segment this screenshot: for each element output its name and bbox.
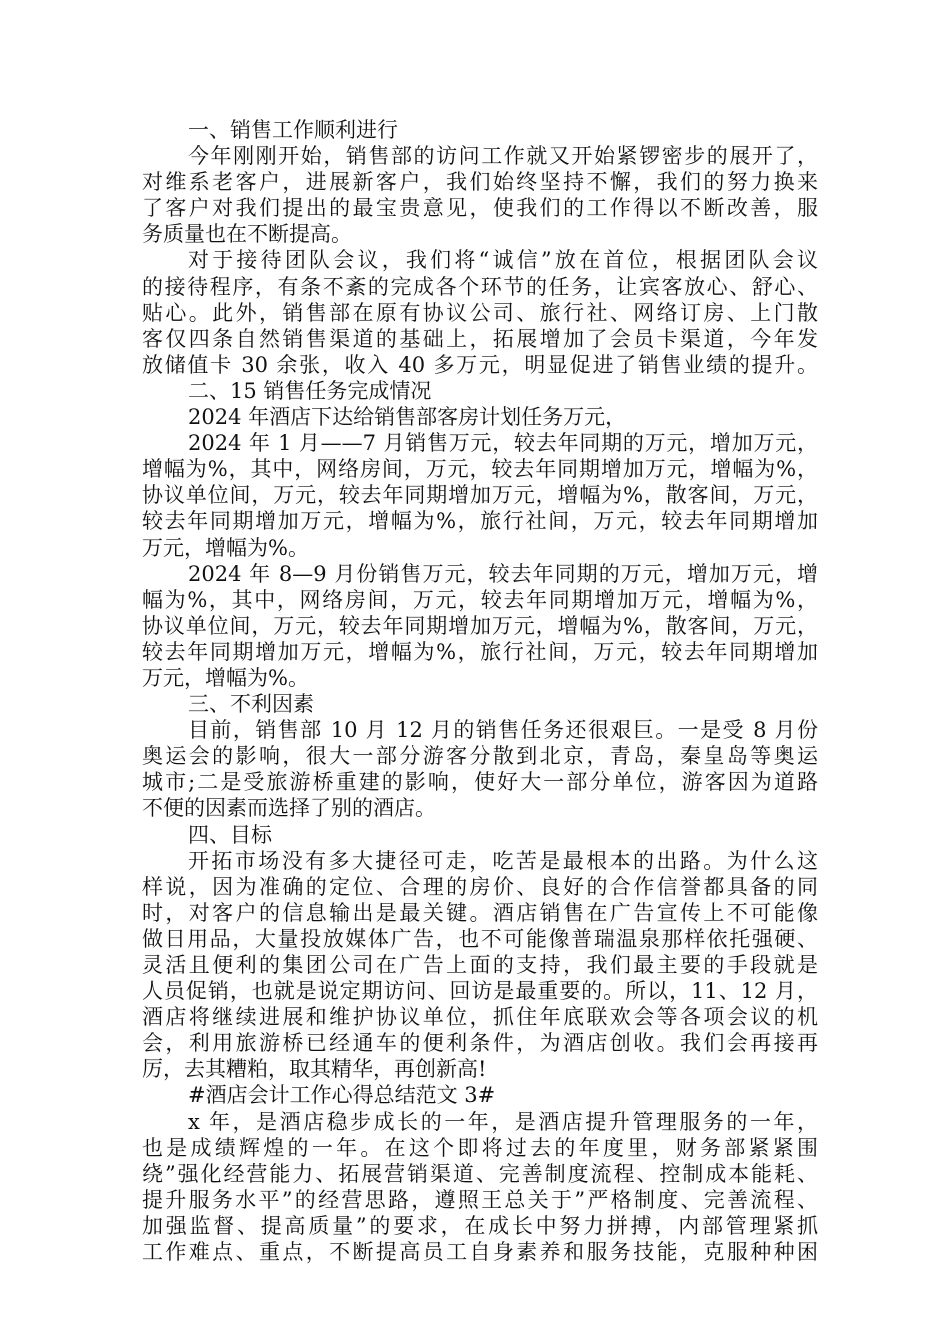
- text-line: 四、目标: [188, 822, 272, 847]
- text-line: 对于接待团队会议，我们将“诚信”放在首位，根据团队会议: [188, 248, 818, 273]
- text-line: 时，对客户的信息输出是最关键。酒店销售在广告宣传上不可能像: [142, 900, 818, 925]
- text-line: 人员促销，也就是说定期访问、回访是最重要的。所以，11、12 月，: [142, 979, 818, 1004]
- text-line: 客仅四条自然销售渠道的基础上，拓展增加了会员卡渠道，今年发: [142, 326, 818, 351]
- text-line: 会，利用旅游桥已经通车的便利条件，为酒店创收。我们会再接再: [142, 1031, 818, 1056]
- text-line: 样说，因为准确的定位、合理的房价、良好的合作信誉都具备的同: [142, 874, 818, 899]
- text-line: 务质量也在不断提高。: [142, 222, 352, 247]
- text-line: 对维系老客户，进展新客户，我们始终坚持不懈，我们的努力换来: [142, 170, 818, 195]
- text-line: 也是成绩辉煌的一年。在这个即将过去的年度里，财务部紧紧围: [142, 1135, 818, 1160]
- text-line: 工作难点、重点，不断提高员工自身素养和服务技能，克服种种困: [142, 1240, 818, 1265]
- text-line: 放储值卡 30 余张，收入 40 多万元，明显促进了销售业绩的提升。: [142, 352, 818, 377]
- text-line: 开拓市场没有多大捷径可走，吃苦是最根本的出路。为什么这: [188, 848, 818, 873]
- text-line: 万元，增幅为%。: [142, 665, 309, 690]
- text-line: 城市;二是受旅游桥重建的影响，使好大一部分单位，游客因为道路: [142, 770, 818, 795]
- text-line: 加强监督、提高质量”的要求，在成长中努力拼搏，内部管理紧抓: [142, 1213, 818, 1238]
- text-line: 二、15 销售任务完成情况: [188, 378, 432, 403]
- text-line: 较去年同期增加万元，增幅为%，旅行社间，万元，较去年同期增加: [142, 639, 818, 664]
- text-line: 2024 年酒店下达给销售部客房计划任务万元，: [188, 405, 627, 430]
- text-line: 较去年同期增加万元，增幅为%，旅行社间，万元，较去年同期增加: [142, 509, 818, 534]
- text-line: 提升服务水平”的经营思路，遵照王总关于”严格制度、完善流程、: [142, 1187, 818, 1212]
- text-line: 贴心。此外，销售部在原有协议公司、旅行社、网络订房、上门散: [142, 300, 818, 325]
- text-line: 三、不利因素: [188, 692, 314, 717]
- document-page: [142, 117, 818, 1265]
- text-line: 目前，销售部 10 月 12 月的销售任务还很艰巨。一是受 8 月份: [188, 718, 818, 743]
- text-line: 协议单位间，万元，较去年同期增加万元，增幅为%，散客间，万元，: [142, 613, 818, 638]
- text-line: 今年刚刚开始，销售部的访问工作就又开始紧锣密步的展开了，: [188, 144, 818, 169]
- text-line: 酒店将继续进展和维护协议单位，抓住年底联欢会等各项会议的机: [142, 1005, 818, 1030]
- text-line: 不便的因素而选择了别的酒店。: [142, 796, 436, 821]
- text-line: 一、销售工作顺利进行: [188, 118, 398, 142]
- text-line: 2024 年 1 月——7 月销售万元，较去年同期的万元，增加万元，: [188, 431, 818, 456]
- text-line: 万元，增幅为%。: [142, 535, 309, 560]
- text-line: 做日用品，大量投放媒体广告，也不可能像普瑞温泉那样依托强硬、: [142, 926, 818, 951]
- text-line: 增幅为%，其中，网络房间，万元，较去年同期增加万元，增幅为%，: [142, 457, 818, 482]
- text-line: 协议单位间，万元，较去年同期增加万元，增幅为%，散客间，万元，: [142, 483, 818, 508]
- text-line: 幅为%，其中，网络房间，万元，较去年同期增加万元，增幅为%，: [142, 587, 818, 612]
- text-line: 奥运会的影响，很大一部分游客分散到北京，青岛，秦皇岛等奥运: [142, 744, 818, 769]
- text-line: 2024 年 8—9 月份销售万元，较去年同期的万元，增加万元，增: [188, 561, 818, 586]
- text-line: 灵活且便利的集团公司在广告上面的支持，我们最主要的手段就是: [142, 953, 818, 977]
- text-line: x 年，是酒店稳步成长的一年，是酒店提升管理服务的一年，: [188, 1109, 818, 1134]
- text-line: 了客户对我们提出的最宝贵意见，使我们的工作得以不断改善，服: [142, 196, 818, 221]
- text-line: #酒店会计工作心得总结范文 3#: [188, 1083, 496, 1108]
- text-line: 厉，去其糟粕，取其精华，再创新高!: [142, 1057, 487, 1082]
- text-line: 的接待程序，有条不紊的完成各个环节的任务，让宾客放心、舒心、: [142, 274, 818, 299]
- text-line: 绕”强化经营能力、拓展营销渠道、完善制度流程、控制成本能耗、: [142, 1161, 818, 1186]
